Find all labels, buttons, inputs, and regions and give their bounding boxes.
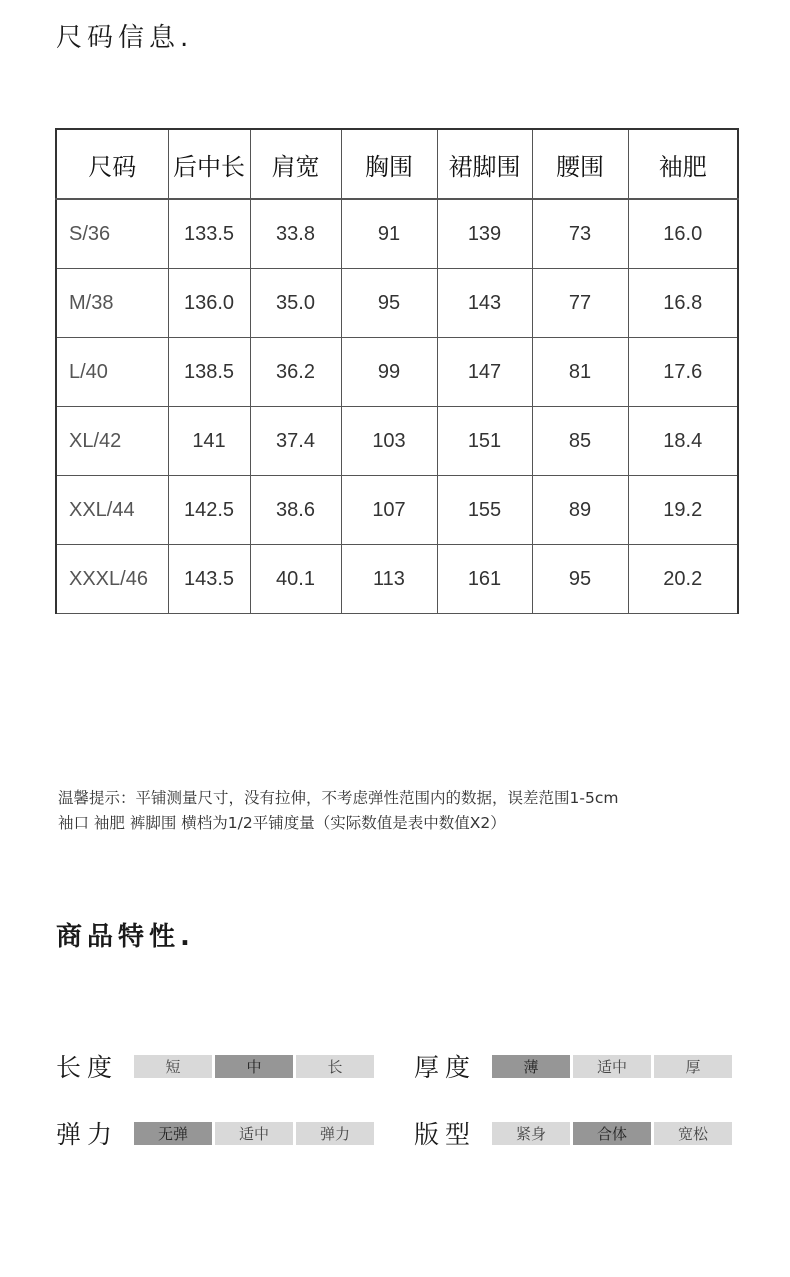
feature-length xyxy=(56,1048,374,1084)
measurement-cell: 38.6 xyxy=(250,476,341,545)
size-cell: L/40 xyxy=(56,338,168,407)
measurement-cell: 136.0 xyxy=(168,269,250,338)
header-shoulder: 肩宽 xyxy=(250,129,341,199)
measurement-cell: 19.2 xyxy=(628,476,738,545)
size-table-row xyxy=(56,338,738,407)
measurement-cell: 99 xyxy=(341,338,437,407)
features-title: 商品特性. xyxy=(56,922,195,952)
note-line-1: 温馨提示：平铺测量尺寸，没有拉伸，不考虑弹性范围内的数据，误差范围1-5cm xyxy=(58,789,619,807)
measurement-cell: 89 xyxy=(532,476,628,545)
measurement-cell: 147 xyxy=(437,338,532,407)
measurement-cell: 95 xyxy=(341,269,437,338)
size-table-row xyxy=(56,476,738,545)
measurement-cell: 20.2 xyxy=(628,545,738,614)
feature-thickness xyxy=(414,1048,732,1084)
measurement-cell: 143.5 xyxy=(168,545,250,614)
note-line-2: 袖口 袖肥 裤脚围 横档为1/2平铺度量（实际数值是表中数值X2） xyxy=(58,814,506,832)
size-cell: S/36 xyxy=(56,199,168,269)
measurement-cell: 91 xyxy=(341,199,437,269)
feature-option: 无弹 xyxy=(134,1122,212,1145)
size-cell: XL/42 xyxy=(56,407,168,476)
feature-option: 短 xyxy=(134,1055,212,1078)
measurement-cell: 40.1 xyxy=(250,545,341,614)
size-table-row xyxy=(56,199,738,269)
size-table-row xyxy=(56,269,738,338)
measurement-cell: 73 xyxy=(532,199,628,269)
feature-option: 合体 xyxy=(573,1122,651,1145)
measurement-cell: 95 xyxy=(532,545,628,614)
measurement-note xyxy=(58,786,618,836)
measurement-cell: 35.0 xyxy=(250,269,341,338)
measurement-cell: 17.6 xyxy=(628,338,738,407)
feature-option: 适中 xyxy=(573,1055,651,1078)
measurement-cell: 155 xyxy=(437,476,532,545)
size-table xyxy=(55,128,739,614)
feature-fit xyxy=(414,1115,732,1151)
feature-option: 适中 xyxy=(215,1122,293,1145)
measurement-cell: 151 xyxy=(437,407,532,476)
measurement-cell: 36.2 xyxy=(250,338,341,407)
feature-option: 弹力 xyxy=(296,1122,374,1145)
feature-label: 弹力 xyxy=(56,1120,119,1149)
header-bust: 胸围 xyxy=(341,129,437,199)
measurement-cell: 85 xyxy=(532,407,628,476)
header-sleeve: 袖肥 xyxy=(628,129,738,199)
feature-option: 厚 xyxy=(654,1055,732,1078)
measurement-cell: 139 xyxy=(437,199,532,269)
header-size: 尺码 xyxy=(56,129,168,199)
size-cell: XXXL/46 xyxy=(56,545,168,614)
feature-option: 中 xyxy=(215,1055,293,1078)
measurement-cell: 77 xyxy=(532,269,628,338)
measurement-cell: 37.4 xyxy=(250,407,341,476)
measurement-cell: 133.5 xyxy=(168,199,250,269)
measurement-cell: 141 xyxy=(168,407,250,476)
size-info-title: 尺码信息. xyxy=(56,23,194,53)
feature-option: 长 xyxy=(296,1055,374,1078)
feature-label: 版型 xyxy=(414,1120,477,1149)
measurement-cell: 18.4 xyxy=(628,407,738,476)
feature-option: 宽松 xyxy=(654,1122,732,1145)
measurement-cell: 81 xyxy=(532,338,628,407)
measurement-cell: 161 xyxy=(437,545,532,614)
header-back-length: 后中长 xyxy=(168,129,250,199)
feature-label: 厚度 xyxy=(414,1053,477,1082)
size-table-header-row xyxy=(56,129,738,199)
feature-label: 长度 xyxy=(56,1053,119,1082)
measurement-cell: 16.0 xyxy=(628,199,738,269)
measurement-cell: 143 xyxy=(437,269,532,338)
measurement-cell: 16.8 xyxy=(628,269,738,338)
measurement-cell: 113 xyxy=(341,545,437,614)
feature-elasticity xyxy=(56,1115,374,1151)
header-waist: 腰围 xyxy=(532,129,628,199)
measurement-cell: 103 xyxy=(341,407,437,476)
measurement-cell: 107 xyxy=(341,476,437,545)
size-cell: XXL/44 xyxy=(56,476,168,545)
feature-option: 紧身 xyxy=(492,1122,570,1145)
measurement-cell: 33.8 xyxy=(250,199,341,269)
measurement-cell: 142.5 xyxy=(168,476,250,545)
size-table-row xyxy=(56,407,738,476)
feature-option: 薄 xyxy=(492,1055,570,1078)
measurement-cell: 138.5 xyxy=(168,338,250,407)
size-cell: M/38 xyxy=(56,269,168,338)
size-table-row xyxy=(56,545,738,614)
header-hem: 裙脚围 xyxy=(437,129,532,199)
